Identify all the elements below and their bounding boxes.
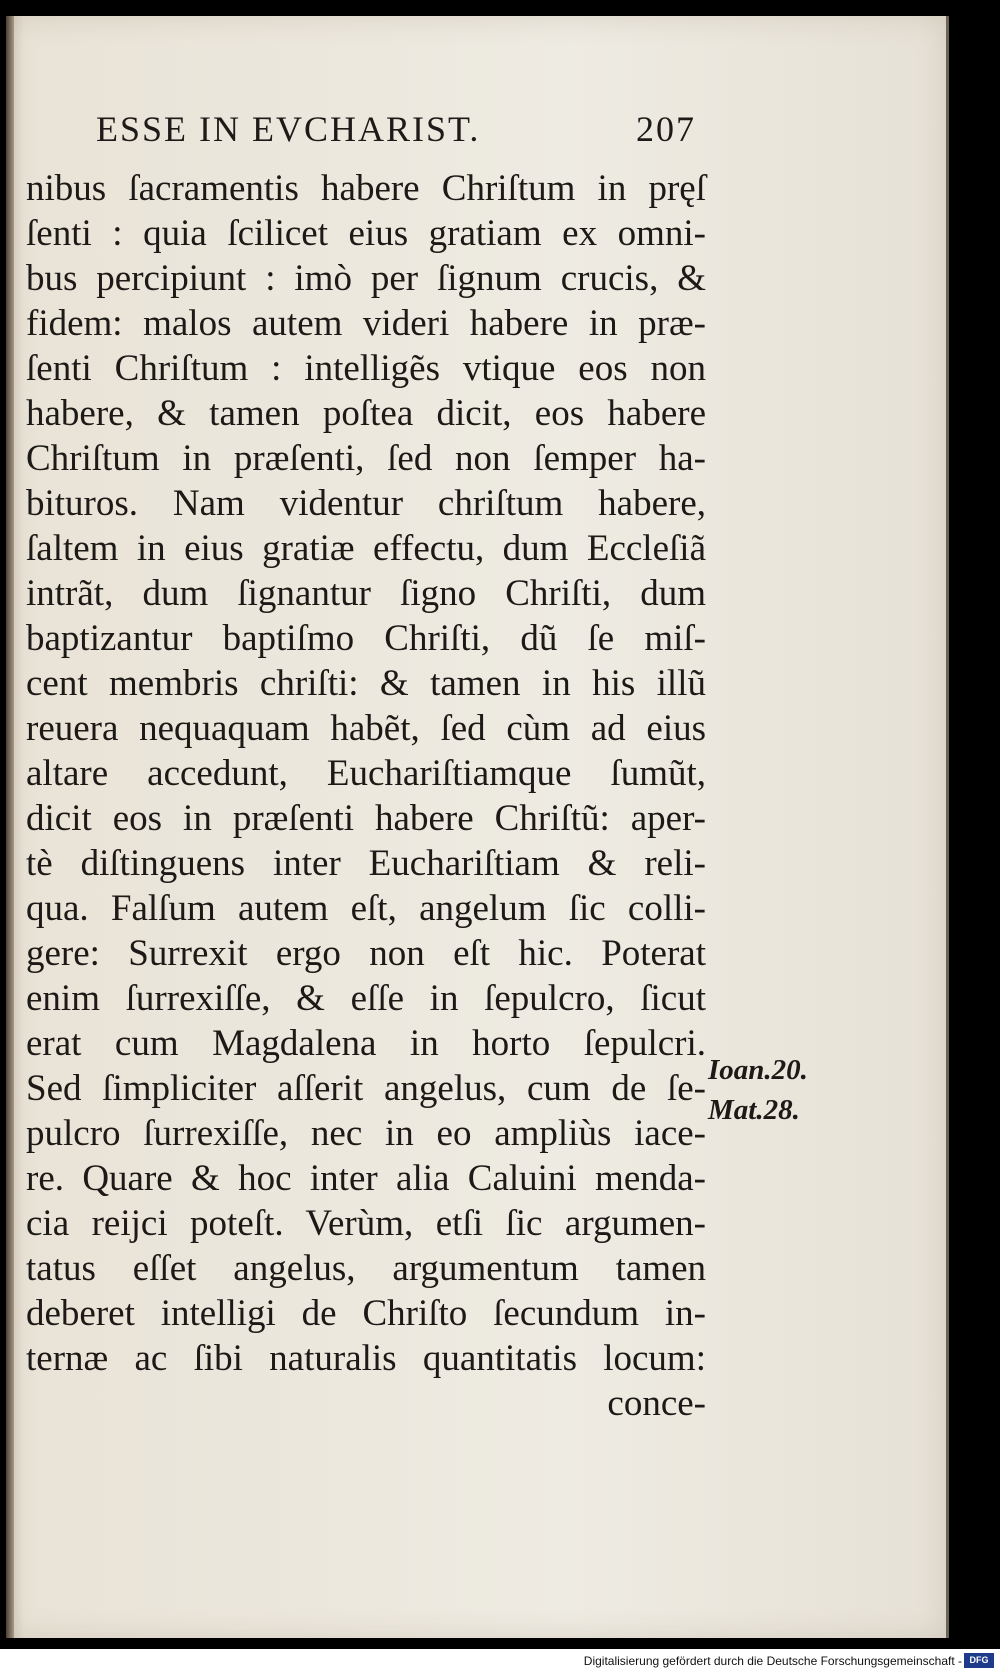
text-line: ſenti : quia ſcilicet eius gratiam ex omni-: [26, 213, 706, 254]
margin-note: Mat.28.: [708, 1094, 800, 1126]
page-gutter-edge: [6, 16, 14, 1638]
text-line: erat cum Magdalena in horto ſepulcri.: [26, 1023, 706, 1064]
margin-note: Ioan.20.: [708, 1054, 808, 1086]
funding-credit: Digitalisierung gefördert durch die Deutsche Forschungsgemeinschaft -: [583, 1654, 962, 1668]
body-text: [26, 166, 706, 1426]
text-line: nibus ſacramentis habere Chriſtum in pręſ: [26, 168, 706, 209]
text-line: bus percipiunt : imò per ſignum crucis, &: [26, 258, 706, 299]
text-line: Chriſtum in præſenti, ſed non ſemper ha-: [26, 438, 706, 479]
text-line: cia reijci poteſt. Verùm, etſi ſic argumen-: [26, 1203, 706, 1244]
text-line: altare accedunt, Euchariſtiamque ſumũt,: [26, 753, 706, 794]
text-line: bituros. Nam videntur chriſtum habere,: [26, 483, 706, 524]
text-line: intrãt, dum ſignantur ſigno Chriſti, dum: [26, 573, 706, 614]
text-line: reuera nequaquam habẽt, ſed cùm ad eius: [26, 708, 706, 749]
text-line: cent membris chriſti: & tamen in his illũ: [26, 663, 706, 704]
text-line: pulcro ſurrexiſſe, nec in eo ampliùs iace-: [26, 1113, 706, 1154]
digitization-footer: [0, 1649, 1000, 1673]
text-line: ſenti Chriſtum : intelligẽs vtique eos non: [26, 348, 706, 389]
text-line: Sed ſimpliciter aſſerit angelus, cum de ſe-: [26, 1068, 706, 1109]
text-line: tatus eſſet angelus, argumentum tamen: [26, 1248, 706, 1289]
text-line: qua. Falſum autem eſt, angelum ſic colli-: [26, 888, 706, 929]
text-line: deberet intelligi de Chriſto ſecundum in-: [26, 1293, 706, 1334]
text-line: gere: Surrexit ergo non eſt hic. Poterat: [26, 933, 706, 974]
text-line: dicit eos in præſenti habere Chriſtũ: aper-: [26, 798, 706, 839]
text-line: fidem: malos autem videri habere in præ-: [26, 303, 706, 344]
text-line: habere, & tamen poſtea dicit, eos habere: [26, 393, 706, 434]
dfg-logo: DFG: [964, 1653, 994, 1668]
margin-notes: [708, 1050, 858, 1130]
page-number: 207: [636, 109, 696, 149]
text-line: baptizantur baptiſmo Chriſti, dũ ſe miſ-: [26, 618, 706, 659]
catchword: conce-: [607, 1383, 706, 1424]
text-line: tè diſtinguens inter Euchariſtiam & reli-: [26, 843, 706, 884]
text-line: enim ſurrexiſſe, & eſſe in ſepulcro, ſicut: [26, 978, 706, 1019]
running-head: ESSE IN EVCHARIST.: [96, 109, 481, 149]
text-line: ternæ ac ſibi naturalis quantitatis locum:: [26, 1338, 706, 1379]
text-line: ſaltem in eius gratiæ effectu, dum Eccleſiã: [26, 528, 706, 569]
page-header: [96, 108, 696, 160]
text-line: re. Quare & hoc inter alia Caluini menda-: [26, 1158, 706, 1199]
